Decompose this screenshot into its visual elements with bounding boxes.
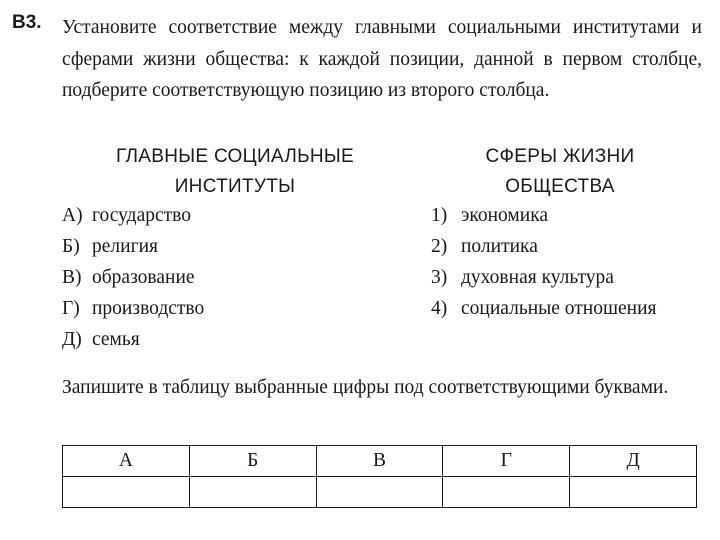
list-item xyxy=(62,324,204,355)
list-item xyxy=(431,262,657,293)
task-text: Установите соответствие между главными социальными институтами и сферами жизни общества: к каждой позиции, данной в первом столбце, подберите соответствующую позицию из второго столбца. xyxy=(62,17,702,101)
item-text: семья xyxy=(92,329,140,350)
instruction-text: Запишите в таблицу выбранные цифры под соответствующими буквами. xyxy=(62,377,669,398)
item-marker: 3) xyxy=(431,267,448,288)
answer-header-cell: Б xyxy=(189,446,316,477)
item-marker: А) xyxy=(62,205,83,226)
answer-cell-v[interactable] xyxy=(316,477,443,508)
item-text: государство xyxy=(92,205,191,226)
right-heading-line2: ОБЩЕСТВА xyxy=(505,176,615,197)
left-heading-line2: ИНСТИТУТЫ xyxy=(174,176,296,197)
list-item xyxy=(62,200,204,231)
answer-header-cell: Д xyxy=(570,446,697,477)
list-item xyxy=(62,262,204,293)
list-item xyxy=(431,200,657,231)
item-marker: 2) xyxy=(431,236,448,257)
item-text: духовная культура xyxy=(461,267,614,288)
list-item xyxy=(431,231,657,262)
item-text: производство xyxy=(92,298,205,319)
spheres-list xyxy=(431,200,657,324)
left-heading-line1: ГЛАВНЫЕ СОЦИАЛЬНЫЕ xyxy=(116,146,354,167)
list-item xyxy=(62,293,204,324)
list-item xyxy=(62,231,204,262)
item-marker: Д) xyxy=(62,329,82,350)
answer-cell-b[interactable] xyxy=(189,477,316,508)
answer-header-cell: В xyxy=(316,446,443,477)
answer-cell-a[interactable] xyxy=(63,477,190,508)
task-number: В3. xyxy=(12,12,42,33)
item-marker: В) xyxy=(62,267,82,288)
item-text: религия xyxy=(92,236,158,257)
item-text: социальные отношения xyxy=(461,298,657,319)
item-marker: 4) xyxy=(431,298,448,319)
institutions-list xyxy=(62,200,204,355)
item-marker: Б) xyxy=(62,236,80,257)
answer-table xyxy=(62,445,697,508)
list-item xyxy=(431,293,657,324)
right-heading-line1: СФЕРЫ ЖИЗНИ xyxy=(485,146,635,167)
item-marker: Г) xyxy=(62,298,80,319)
answer-table-input-row xyxy=(63,477,697,508)
item-text: политика xyxy=(461,236,538,257)
item-text: экономика xyxy=(461,205,549,226)
answer-cell-g[interactable] xyxy=(443,477,570,508)
answer-header-cell: А xyxy=(63,446,190,477)
answer-cell-d[interactable] xyxy=(570,477,697,508)
answer-table-header-row xyxy=(63,446,697,477)
item-marker: 1) xyxy=(431,205,448,226)
left-column-heading xyxy=(90,142,380,202)
answer-header-cell: Г xyxy=(443,446,570,477)
right-column-heading xyxy=(440,142,680,202)
item-text: образование xyxy=(92,267,195,288)
